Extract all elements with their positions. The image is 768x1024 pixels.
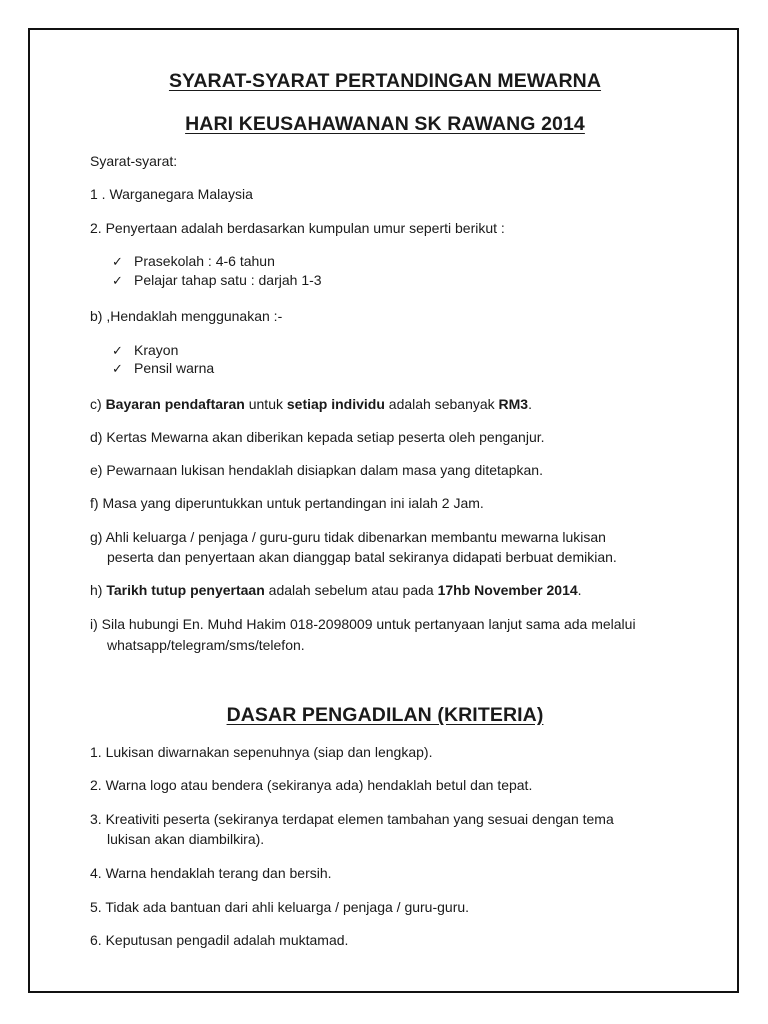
material-item: ✓ Krayon: [112, 342, 179, 359]
age-group-item: ✓ Pelajar tahap satu : darjah 1-3: [112, 272, 322, 289]
conditions-intro: Syarat-syarat:: [90, 153, 178, 169]
condition-2: 2. Penyertaan adalah berdasarkan kumpulan umur seperti berikut :: [90, 220, 505, 236]
document-title: SYARAT-SYARAT PERTANDINGAN MEWARNA: [168, 70, 602, 92]
checkmark-icon: ✓: [112, 362, 123, 377]
condition-g: g) Ahli keluarga / penjaga / guru-guru tidak dibenarkan membantu mewarna lukisan: [90, 529, 606, 545]
condition-d: d) Kertas Mewarna akan diberikan kepada setiap peserta oleh penganjur.: [90, 429, 545, 445]
condition-g-continued: peserta dan penyertaan akan dianggap batal sekiranya didapati berbuat demikian.: [107, 549, 617, 565]
criteria-3-continued: lukisan akan diambilkira).: [107, 831, 265, 847]
checkmark-icon: ✓: [112, 274, 123, 289]
condition-c: c) Bayaran pendaftaran untuk setiap individu adalah sebanyak RM3.: [90, 396, 532, 412]
document-subtitle: HARI KEUSAHAWANAN SK RAWANG 2014: [185, 113, 585, 135]
condition-b: b) ,Hendaklah menggunakan :-: [90, 308, 283, 324]
condition-i-continued: whatsapp/telegram/sms/telefon.: [107, 637, 305, 653]
condition-e: e) Pewarnaan lukisan hendaklah disiapkan dalam masa yang ditetapkan.: [90, 462, 543, 478]
condition-f: f) Masa yang diperuntukkan untuk pertandingan ini ialah 2 Jam.: [90, 495, 484, 511]
criteria-5: 5. Tidak ada bantuan dari ahli keluarga / penjaga / guru-guru.: [90, 899, 470, 915]
condition-i: i) Sila hubungi En. Muhd Hakim 018-2098009 untuk pertanyaan lanjut sama ada melalui: [90, 616, 636, 632]
condition-1: 1 . Warganegara Malaysia: [90, 186, 253, 202]
section-title: DASAR PENGADILAN (KRITERIA): [226, 704, 544, 726]
material-item: ✓ Pensil warna: [112, 360, 215, 377]
criteria-1: 1. Lukisan diwarnakan sepenuhnya (siap dan lengkap).: [90, 744, 433, 760]
criteria-6: 6. Keputusan pengadil adalah muktamad.: [90, 932, 349, 948]
condition-h: h) Tarikh tutup penyertaan adalah sebelum atau pada 17hb November 2014.: [90, 582, 582, 598]
criteria-4: 4. Warna hendaklah terang dan bersih.: [90, 865, 332, 881]
criteria-3: 3. Kreativiti peserta (sekiranya terdapat elemen tambahan yang sesuai dengan tema: [90, 811, 614, 827]
criteria-2: 2. Warna logo atau bendera (sekiranya ada) hendaklah betul dan tepat.: [90, 777, 533, 793]
checkmark-icon: ✓: [112, 344, 123, 359]
checkmark-icon: ✓: [112, 255, 123, 270]
age-group-item: ✓ Prasekolah : 4-6 tahun: [112, 253, 275, 270]
